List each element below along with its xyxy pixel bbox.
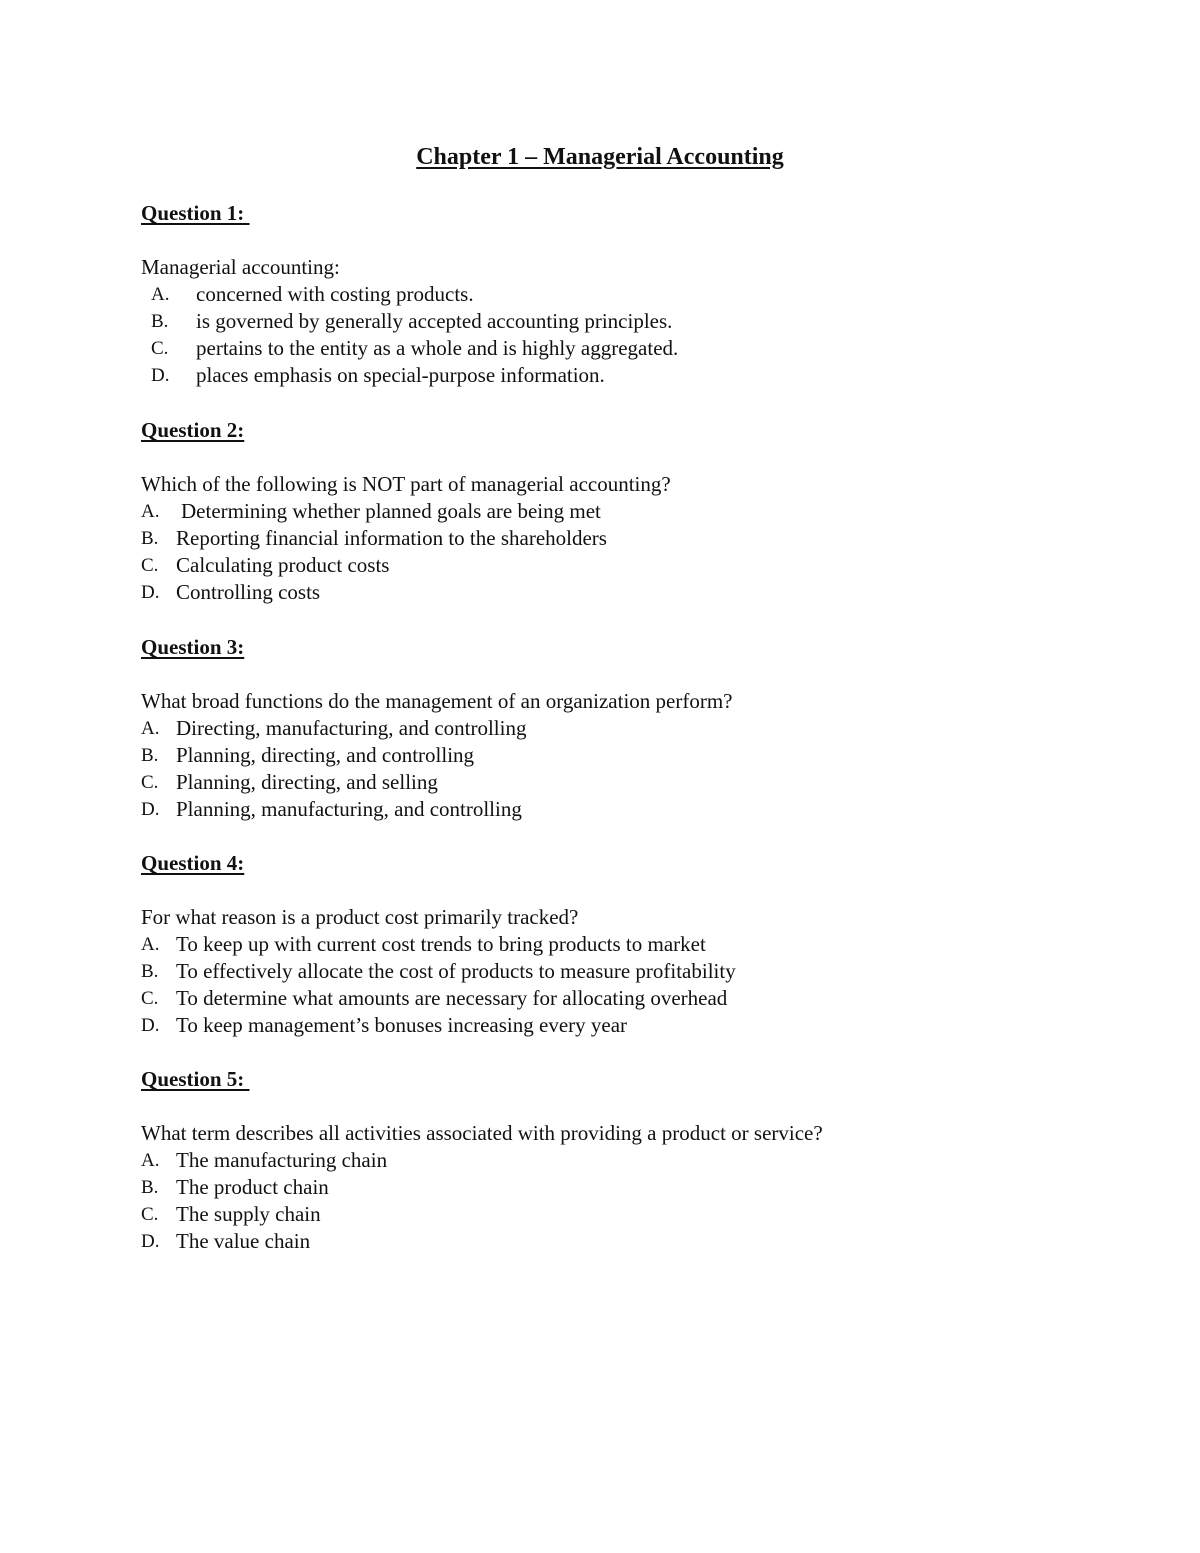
question-heading: Question 5: bbox=[141, 1067, 250, 1091]
option-letter: C. bbox=[151, 338, 169, 359]
option-letter: B. bbox=[141, 528, 159, 549]
option-text: To determine what amounts are necessary for allocating overhead bbox=[176, 986, 728, 1010]
question-stem: What broad functions do the management of an organization perform? bbox=[141, 689, 733, 713]
question-1 bbox=[141, 200, 1121, 389]
option-letter: C. bbox=[141, 988, 159, 1009]
chapter-title: Chapter 1 – Managerial Accounting bbox=[416, 144, 784, 170]
option-text: The product chain bbox=[176, 1175, 329, 1199]
answer-option-a bbox=[141, 498, 1121, 525]
option-text: To effectively allocate the cost of products to measure profitability bbox=[176, 959, 736, 983]
option-letter: D. bbox=[141, 1015, 160, 1036]
option-letter: C. bbox=[141, 1204, 159, 1225]
option-text: Directing, manufacturing, and controlling bbox=[176, 716, 527, 740]
answer-option-c bbox=[141, 552, 1121, 579]
option-letter: D. bbox=[141, 582, 160, 603]
answer-options bbox=[141, 931, 1121, 1039]
answer-option-c bbox=[141, 335, 1121, 362]
answer-option-a bbox=[141, 281, 1121, 308]
answer-option-b bbox=[141, 742, 1121, 769]
answer-option-a bbox=[141, 1147, 1121, 1174]
option-text: Planning, directing, and selling bbox=[176, 770, 438, 794]
question-heading: Question 3: bbox=[141, 635, 245, 659]
answer-option-d bbox=[141, 796, 1121, 823]
option-letter: C. bbox=[141, 555, 159, 576]
option-text: places emphasis on special-purpose information. bbox=[196, 363, 605, 387]
option-text: To keep management’s bonuses increasing every year bbox=[176, 1013, 628, 1037]
answer-options bbox=[141, 498, 1121, 606]
option-text: Determining whether planned goals are being met bbox=[181, 499, 601, 523]
option-letter: A. bbox=[141, 934, 160, 955]
option-text: Reporting financial information to the shareholders bbox=[176, 526, 607, 550]
option-letter: D. bbox=[151, 365, 170, 386]
question-2 bbox=[141, 417, 1121, 606]
option-letter: A. bbox=[141, 1150, 160, 1171]
option-text: The value chain bbox=[176, 1229, 311, 1253]
answer-option-d bbox=[141, 1012, 1121, 1039]
answer-option-d bbox=[141, 1228, 1121, 1255]
option-letter: B. bbox=[141, 961, 159, 982]
option-text: Planning, manufacturing, and controlling bbox=[176, 797, 522, 821]
question-3 bbox=[141, 634, 1121, 823]
answer-option-b bbox=[141, 525, 1121, 552]
option-letter: A. bbox=[141, 501, 160, 522]
answer-option-d bbox=[141, 579, 1121, 606]
answer-option-d bbox=[141, 362, 1121, 389]
answer-option-a bbox=[141, 715, 1121, 742]
question-4 bbox=[141, 850, 1121, 1039]
answer-options bbox=[141, 1147, 1121, 1255]
question-heading: Question 1: bbox=[141, 201, 250, 225]
question-heading: Question 2: bbox=[141, 418, 245, 442]
option-text: is governed by generally accepted accounting principles. bbox=[196, 309, 673, 333]
question-5 bbox=[141, 1066, 1121, 1255]
answer-option-c bbox=[141, 985, 1121, 1012]
question-heading: Question 4: bbox=[141, 851, 245, 875]
question-stem: Managerial accounting: bbox=[141, 255, 340, 279]
option-letter: A. bbox=[151, 284, 170, 305]
question-stem: Which of the following is NOT part of managerial accounting? bbox=[141, 472, 671, 496]
answer-options bbox=[141, 715, 1121, 823]
option-text: The supply chain bbox=[176, 1202, 321, 1226]
answer-option-b bbox=[141, 1174, 1121, 1201]
option-letter: C. bbox=[141, 772, 159, 793]
option-text: The manufacturing chain bbox=[176, 1148, 388, 1172]
answer-option-b bbox=[141, 308, 1121, 335]
answer-option-a bbox=[141, 931, 1121, 958]
option-text: pertains to the entity as a whole and is highly aggregated. bbox=[196, 336, 679, 360]
option-text: Controlling costs bbox=[176, 580, 321, 604]
answer-option-c bbox=[141, 1201, 1121, 1228]
answer-options bbox=[141, 281, 1121, 389]
option-letter: D. bbox=[141, 1231, 160, 1252]
option-letter: B. bbox=[151, 311, 169, 332]
option-letter: B. bbox=[141, 1177, 159, 1198]
option-letter: D. bbox=[141, 799, 160, 820]
option-text: Planning, directing, and controlling bbox=[176, 743, 475, 767]
option-letter: A. bbox=[141, 718, 160, 739]
option-letter: B. bbox=[141, 745, 159, 766]
answer-option-b bbox=[141, 958, 1121, 985]
option-text: To keep up with current cost trends to bring products to market bbox=[176, 932, 706, 956]
question-stem: What term describes all activities associated with providing a product or service? bbox=[141, 1121, 823, 1145]
answer-option-c bbox=[141, 769, 1121, 796]
option-text: concerned with costing products. bbox=[196, 282, 474, 306]
option-text: Calculating product costs bbox=[176, 553, 390, 577]
question-stem: For what reason is a product cost primarily tracked? bbox=[141, 905, 579, 929]
